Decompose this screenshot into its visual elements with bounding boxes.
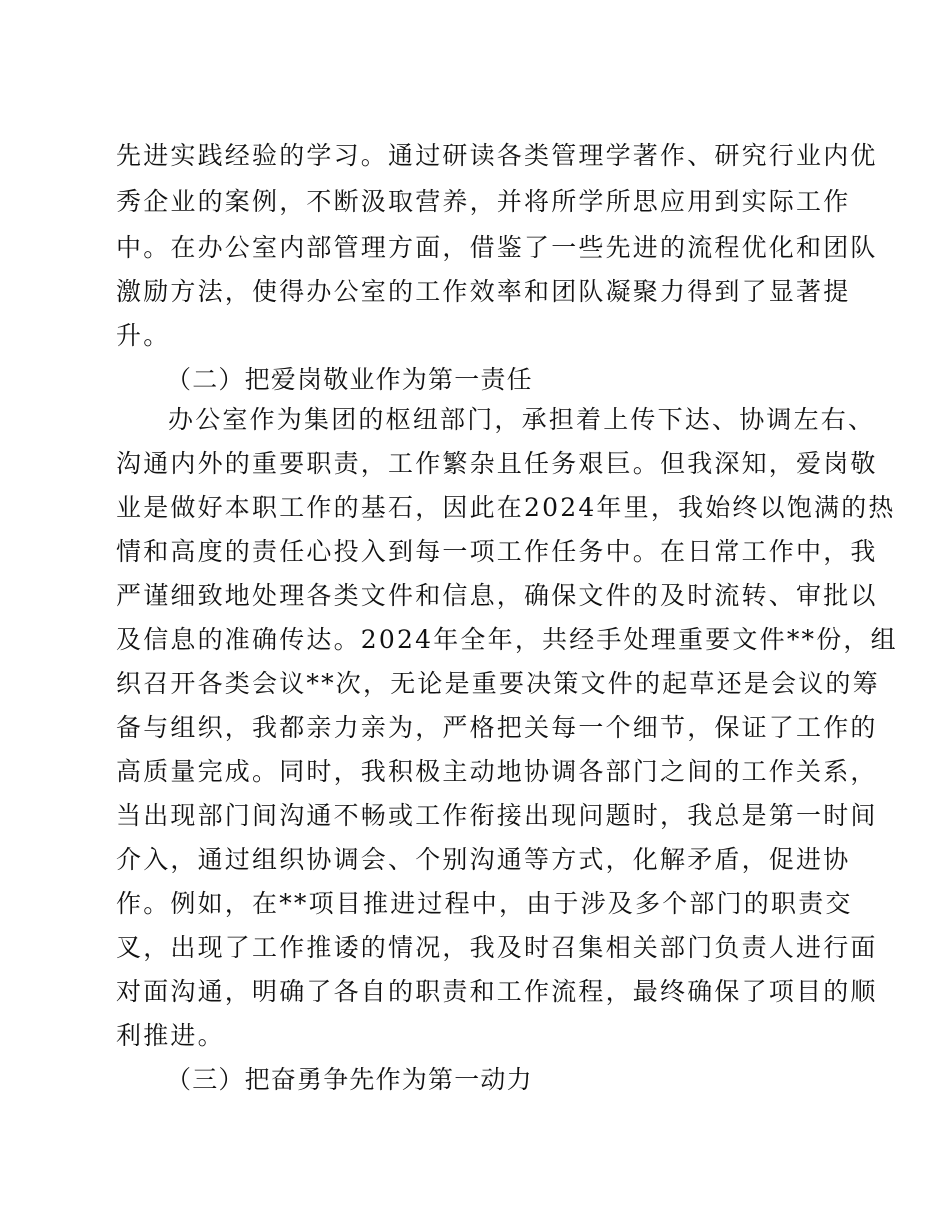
paragraph-line: 情和高度的责任心投入到每一项工作任务中。在日常工作中，我 (116, 537, 878, 566)
paragraph-line: 叉，出现了工作推诿的情况，我及时召集相关部门负责人进行面 (116, 933, 878, 962)
paragraph-line: 升。 (116, 321, 171, 350)
paragraph-line: 中。在办公室内部管理方面，借鉴了一些先进的流程优化和团队 (116, 233, 878, 262)
paragraph-line: 对面沟通，明确了各自的职责和工作流程，最终确保了项目的顺 (116, 977, 878, 1006)
paragraph-line: 激励方法，使得办公室的工作效率和团队凝聚力得到了显著提 (116, 277, 851, 306)
section-heading-2: （二）把爱岗敬业作为第一责任 (166, 365, 533, 394)
paragraph-line: 办公室作为集团的枢纽部门，承担着上传下达、协调左右、 (168, 405, 876, 434)
paragraph-line: 严谨细致地处理各类文件和信息，确保文件的及时流转、审批以 (116, 581, 878, 610)
paragraph-line: 先进实践经验的学习。通过研读各类管理学著作、研究行业内优 (116, 141, 878, 170)
paragraph-line: 利推进。 (116, 1021, 225, 1050)
paragraph-line: 业是做好本职工作的基石，因此在2024年里，我始终以饱满的热 (116, 493, 896, 522)
paragraph-line: 介入，通过组织协调会、个别沟通等方式，化解矛盾，促进协 (116, 845, 851, 874)
paragraph-line: 高质量完成。同时，我积极主动地协调各部门之间的工作关系， (116, 757, 878, 786)
section-heading-3: （三）把奋勇争先作为第一动力 (166, 1065, 533, 1094)
paragraph-line: 及信息的准确传达。2024年全年，共经手处理重要文件**份，组 (116, 625, 898, 654)
paragraph-line: 当出现部门间沟通不畅或工作衔接出现问题时，我总是第一时间 (116, 801, 878, 830)
paragraph-line: 备与组织，我都亲力亲为，严格把关每一个细节，保证了工作的 (116, 713, 878, 742)
paragraph-line: 秀企业的案例，不断汲取营养，并将所学所思应用到实际工作 (116, 187, 851, 216)
paragraph-line: 织召开各类会议**次，无论是重要决策文件的起草还是会议的筹 (116, 669, 880, 698)
paragraph-line: 沟通内外的重要职责，工作繁杂且任务艰巨。但我深知，爱岗敬 (116, 449, 878, 478)
paragraph-line: 作。例如，在**项目推进过程中，由于涉及多个部门的职责交 (116, 889, 853, 918)
